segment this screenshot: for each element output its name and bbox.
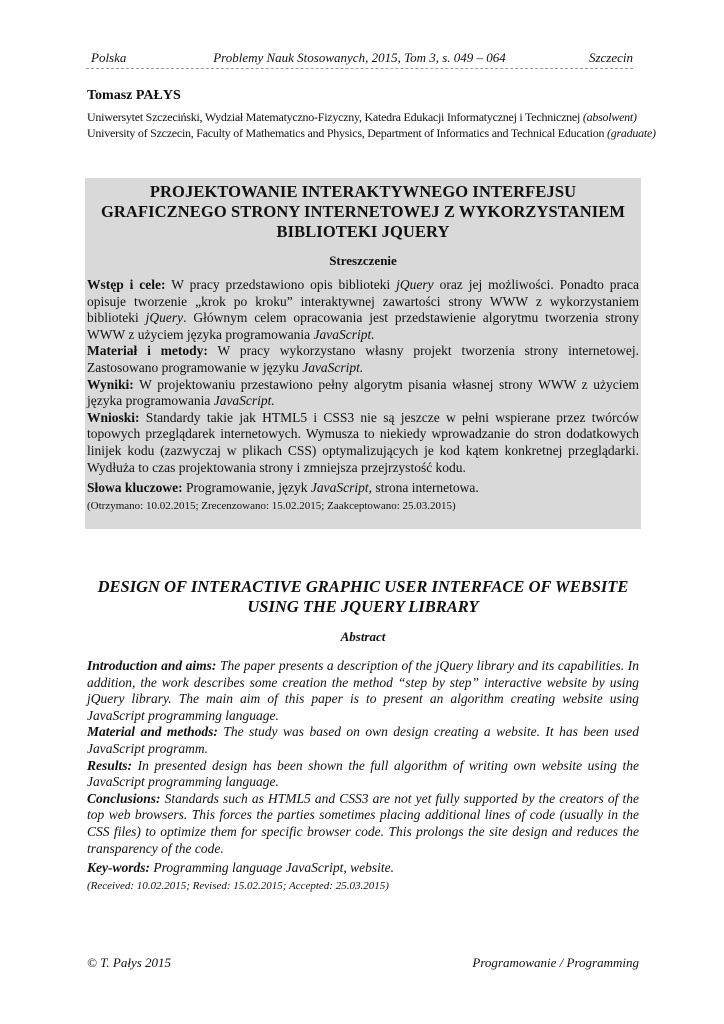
footer-copyright: © T. Pałys 2015 [87, 955, 172, 970]
english-intro: Introduction and aims: The paper presents a description of the jQuery library and its capabilities. In addition, the work describes some creation the method “step by step” interactive website by using jQuery library. The main aim of this paper is to present an algorithm creating website using JavaScript programming language. [87, 658, 639, 723]
polish-dates: (Otrzymano: 10.02.2015; Zrecenzowano: 15.02.2015; Zaakceptowano: 25.03.2015) [87, 500, 456, 513]
polish-title: PROJEKTOWANIE INTERAKTYWNEGO INTERFEJSU GRAFICZNEGO STRONY INTERNETOWEJ Z WYKORZYSTANIEM BIBLIOTEKI JQUERY [100, 182, 626, 241]
english-keywords: Key-words: Programming language JavaScript, website. [87, 860, 394, 876]
polish-results: Wyniki: W projektowaniu przestawiono pełny algorytm pisania własnej strony WWW z użyciem języka programowania JavaScript. [87, 376, 639, 409]
polish-section-heading: Streszczenie [329, 253, 397, 268]
polish-intro: Wstęp i cele: W pracy przedstawiono opis biblioteki jQuery oraz jej możliwości. Ponadto praca opisuje tworzenie „krok po kroku” interaktywnej zawartości strony WWW z wykorzystaniem biblioteki jQuery. Głównym celem opracowania jest przedstawienie algorytmu tworzenia strony WWW z użyciem języka programowania JavaScript. [87, 277, 639, 342]
affiliation [87, 109, 656, 141]
page-footer [87, 955, 639, 971]
polish-conclusions: Wnioski: Standardy takie jak HTML5 i CSS3 nie są jeszcze w pełni wspierane przez twórców topowych przeglądarek internetowych. Wymusza to niekiedy wprowadzanie do stron dodatkowych linijek kodu (zazwyczaj w plikach CSS) optymalizujących je kod kątem konkretnej przeglądarki. Wydłuża to czas projektowania strony i zmniejsza przejrzystość kodu. [87, 409, 639, 475]
polish-keywords: Słowa kluczowe: Programowanie, język JavaScript, strona internetowa. [87, 480, 479, 496]
english-section-heading: Abstract [340, 629, 386, 644]
english-abstract [87, 577, 639, 892]
polish-abstract-box [85, 178, 641, 529]
english-conclusions: Conclusions: Standards such as HTML5 and CSS3 are not yet fully supported by the creators of the top web browsers. This forces the parties sometimes placing additional lines of code (usually in the CSS files) to optimize them for specific browser code. This prolongs the site design and reduces the transparency of the code. [87, 790, 639, 856]
affiliation-pl: Uniwersytet Szczeciński, Wydział Matematyczno-Fizyczny, Katedra Edukacji Informatycznej i Technicznej (absolwent) [87, 110, 637, 124]
english-methods: Material and methods: The study was based on own design creating a website. It has been used JavaScript programm. [87, 724, 639, 756]
english-results: Results: In presented design has been shown the full algorithm of writing own website using the JavaScript programming language. [87, 757, 639, 790]
header-journal: Problemy Nauk Stosowanych, 2015, Tom 3, s. 049 – 064 [213, 50, 506, 65]
english-title: DESIGN OF INTERACTIVE GRAPHIC USER INTERFACE OF WEBSITE USING THE JQUERY LIBRARY [97, 577, 629, 616]
header-city: Szczecin [588, 50, 633, 65]
header-country: Polska [91, 50, 127, 65]
polish-methods: Materiał i metody: W pracy wykorzystano własny projekt tworzenia strony internetowej. Zastosowano programowanie w języku JavaScript. [87, 343, 639, 375]
footer-section: Programowanie / Programming [472, 955, 639, 970]
english-dates: (Received: 10.02.2015; Revised: 15.02.2015; Accepted: 25.03.2015) [87, 880, 389, 893]
running-header [86, 50, 633, 69]
affiliation-en: University of Szczecin, Faculty of Mathematics and Physics, Department of Informatics and Technical Education (graduate) [87, 126, 656, 140]
author-name: Tomasz PAŁYS [87, 88, 181, 103]
